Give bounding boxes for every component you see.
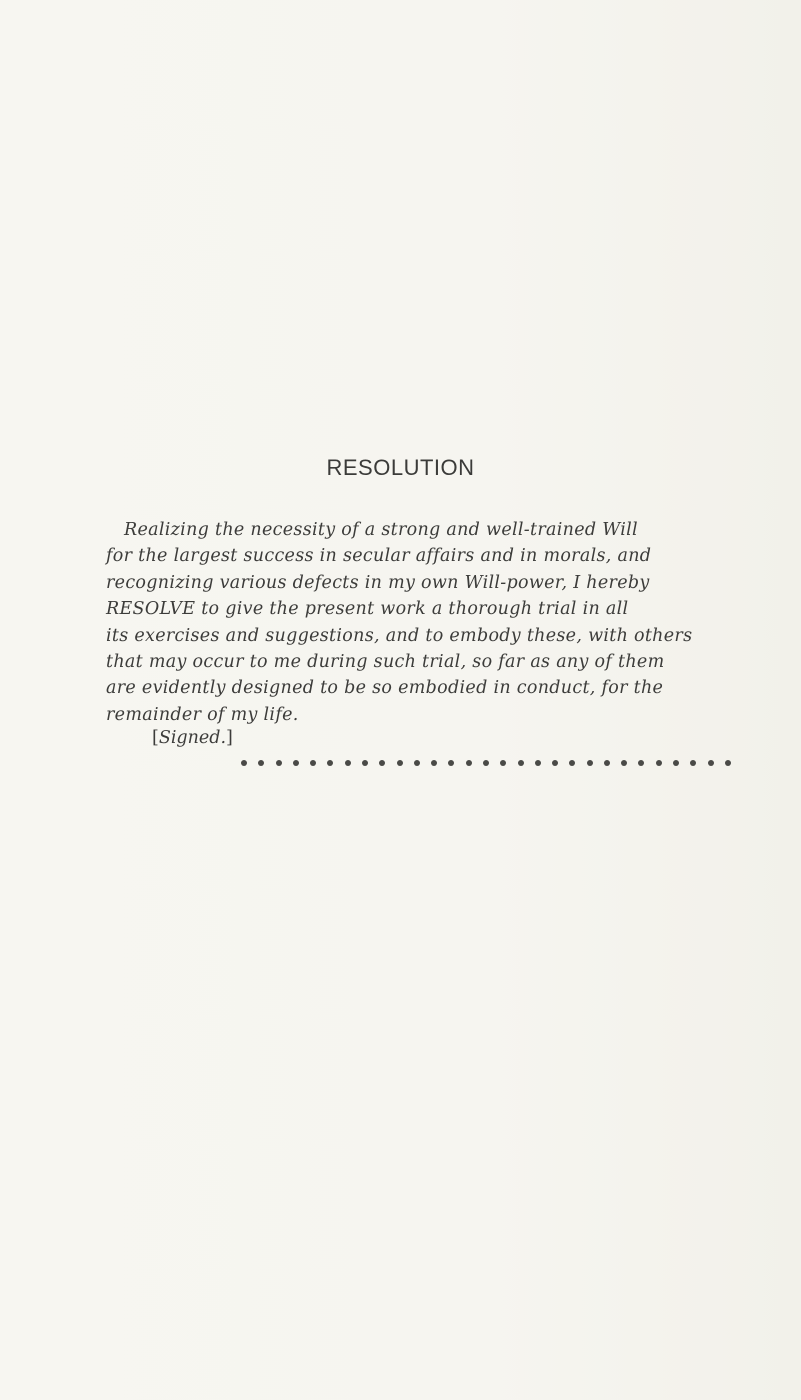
resolution-line: recognizing various defects in my own Will-power, I hereby: [106, 572, 650, 593]
signature-dot: [327, 760, 333, 766]
signature-dot: [310, 760, 316, 766]
resolution-line: RESOLVE to give the present work a thorough trial in all: [106, 599, 629, 620]
resolution-line: remainder of my life.: [106, 704, 299, 725]
resolution-line: Realizing the necessity of a strong and well-trained Will: [124, 520, 638, 540]
signature-dot: [552, 760, 558, 766]
signature-dot: [345, 760, 351, 766]
signature-dot: [431, 760, 437, 766]
signature-open-bracket: [: [152, 728, 159, 748]
signature-dot: [690, 760, 696, 766]
signature-dot: [362, 760, 368, 766]
signature-dot: [466, 760, 472, 766]
signature-label-text: Signed.: [158, 728, 227, 748]
resolution-line: are evidently designed to be so embodied in conduct, for the: [106, 678, 664, 699]
signature-dot: [293, 760, 299, 766]
signature-dot: [535, 760, 541, 766]
resolution-paragraph: [106, 517, 736, 728]
signature-dot: [397, 760, 403, 766]
signature-close-bracket: ]: [226, 728, 233, 748]
signature-dot: [241, 760, 247, 766]
signature-dot: [448, 760, 454, 766]
signature-dot: [656, 760, 662, 766]
signature-dot: [621, 760, 627, 766]
resolution-line: that may occur to me during such trial, so far as any of them: [106, 652, 665, 673]
signature-dot: [569, 760, 575, 766]
signature-dot: [673, 760, 679, 766]
signature-label: [152, 728, 233, 748]
signature-dot: [708, 760, 714, 766]
signature-dot: [604, 760, 610, 766]
signature-dot: [276, 760, 282, 766]
signature-dotted-line: [241, 757, 731, 769]
signature-dot: [725, 760, 731, 766]
resolution-line: its exercises and suggestions, and to embody these, with others: [106, 625, 693, 646]
signature-dot: [500, 760, 506, 766]
signature-dot: [258, 760, 264, 766]
signature-dot: [638, 760, 644, 766]
signature-dot: [587, 760, 593, 766]
page-heading: RESOLUTION: [326, 455, 475, 480]
signature-dot: [414, 760, 420, 766]
signature-dot: [483, 760, 489, 766]
resolution-line: for the largest success in secular affairs and in morals, and: [106, 546, 652, 567]
signature-dot: [379, 760, 385, 766]
signature-dot: [518, 760, 524, 766]
